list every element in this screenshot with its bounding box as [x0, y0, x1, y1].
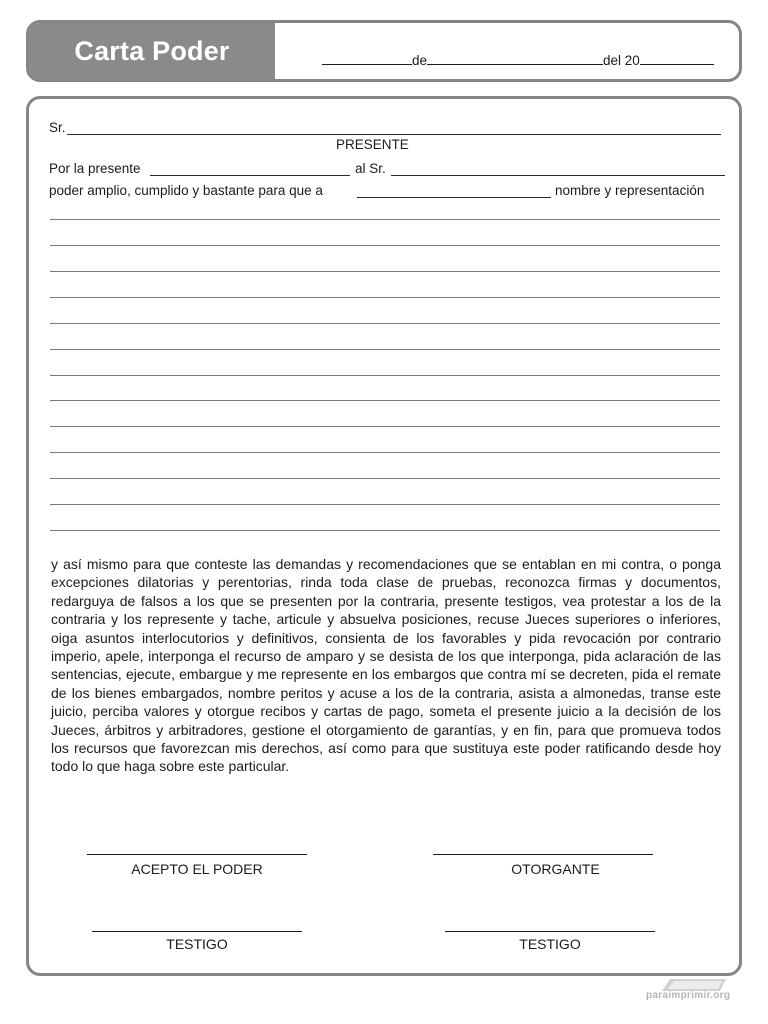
ruled-line[interactable] [50, 400, 720, 401]
page-title: Carta Poder [74, 35, 230, 66]
ruled-line[interactable] [50, 271, 720, 272]
ruled-line[interactable] [50, 349, 720, 350]
grantor-blank[interactable] [150, 175, 350, 176]
date-month-blank[interactable] [427, 63, 603, 65]
watermark-text: paraimprimir.org [646, 990, 731, 1001]
ruled-line[interactable] [50, 297, 720, 298]
testigo-right-signature-line[interactable] [445, 931, 655, 932]
ruled-line[interactable] [50, 426, 720, 427]
form-body [26, 96, 742, 976]
testigo-right-label: TESTIGO [519, 936, 581, 952]
attorney-blank[interactable] [391, 175, 725, 176]
ruled-line[interactable] [50, 478, 720, 479]
sr-label: Sr. [49, 120, 66, 135]
testigo-left-signature-line[interactable] [92, 931, 302, 932]
ruled-line[interactable] [50, 504, 720, 505]
testigo-left-label: TESTIGO [166, 936, 228, 952]
poder-amplio-label: poder amplio, cumplido y bastante para que a [49, 183, 323, 198]
acepto-label: ACEPTO EL PODER [131, 861, 263, 877]
date-year-blank[interactable] [640, 63, 714, 65]
presente-label: PRESENTE [336, 137, 409, 152]
date-day-blank[interactable] [322, 63, 412, 65]
title-cell [29, 23, 275, 79]
otorgante-label: OTORGANTE [511, 861, 600, 877]
ruled-line[interactable] [50, 245, 720, 246]
acepto-signature-line[interactable] [87, 854, 307, 855]
header-box [26, 20, 742, 82]
date-line [322, 53, 714, 68]
date-de-label: de [412, 53, 428, 68]
ruled-line[interactable] [50, 219, 720, 220]
date-del-label: del 20 [603, 53, 640, 68]
representation-blank[interactable] [357, 197, 551, 198]
al-sr-label: al Sr. [355, 161, 386, 176]
nombre-representacion-label: nombre y representación [555, 183, 705, 198]
sr-name-blank[interactable] [67, 134, 721, 135]
ruled-line[interactable] [50, 452, 720, 453]
powers-paragraph: y así mismo para que conteste las demandas y recomendaciones que se entablan en mi contra, o ponga excepciones dilatorias y perentorias, rinda toda clase de pruebas, reconozca firmas y documentos, redarguya de falsos a los que se presenten por la contraria, presente testigos, vea protestar a los de la contraria y los represente y tache, articule y absuelva posiciones, recuse Jueces superiores o inferiores, oiga asuntos interlocutorios y definitivos, consienta de los favorables y pida revocación por contrario imperio, apele, interponga el recurso de amparo y se desista de los que interponga, pida aclaración de las sentencias, ejecute, embargue y me represente en los embargos que contra mí se decreten, pida el remate de los bienes embargados, nombre peritos y acuse a los de la contraria, asista a almonedas, transe este juicio, perciba valores y otorgue recibos y cartas de pago, someta el presente juicio a la decisión de los Jueces, árbitros y arbitradores, gestione el otorgamiento de garantías, y en fin, para que promueva todos los recursos que favorezcan mis derechos, así como para que sustituya este poder ratificando desde hoy todo lo que haga sobre este particular. [51, 556, 721, 775]
por-la-presente-label: Por la presente [49, 161, 141, 176]
ruled-line[interactable] [50, 323, 720, 324]
ruled-line[interactable] [50, 375, 720, 376]
ruled-line[interactable] [50, 530, 720, 531]
otorgante-signature-line[interactable] [433, 854, 653, 855]
